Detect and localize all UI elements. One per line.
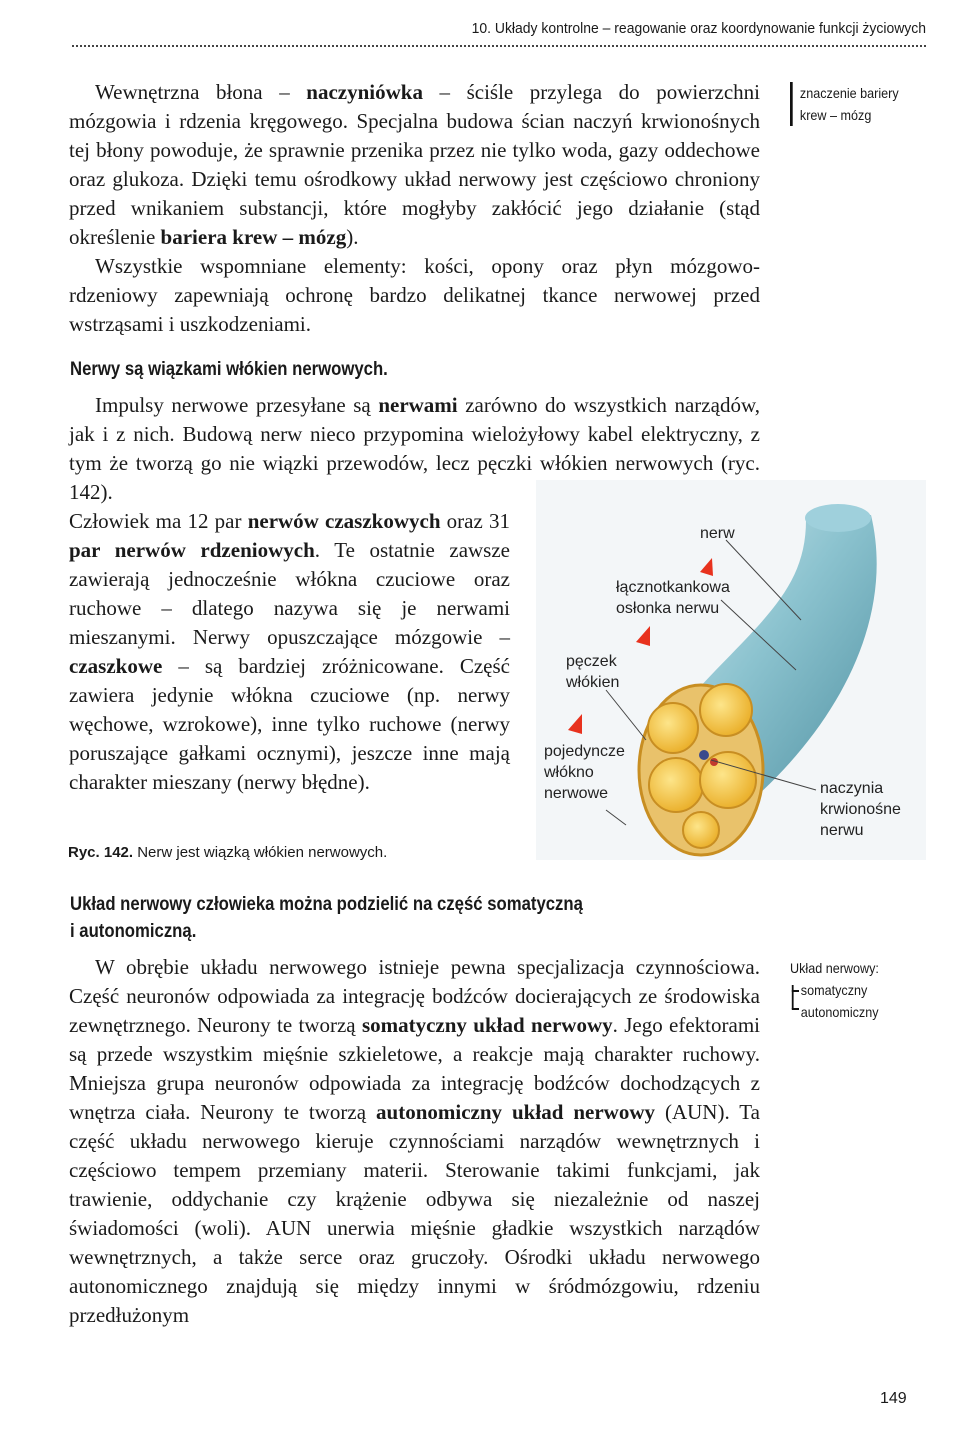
tree-branch <box>792 985 794 1009</box>
label-line: włókno <box>544 764 594 781</box>
term-nerwy-rdzeniowe: par nerwów rdzeniowych <box>69 538 315 562</box>
heading-line: Układ nerwowy człowieka można podzielić na część somatyczną <box>70 894 583 915</box>
term-naczyniowka: naczyniówka <box>306 80 423 104</box>
text-span: – ściśle przylega do powierzchni mózgowia i rdzenia kręgowego. Specjalna budowa ścian naczyń krwionośnych tej błony powoduje, że sprawnie przenika przez nie tylko woda, gazy oddechowe oraz glukoza. Dzięki temu ośrodkowy układ nerwowy jest częściowo chroniony przed wnikaniem substancji, które mogłyby zakłócić jego działanie (stąd określenie <box>69 80 760 249</box>
caption-number: Ryc. 142. <box>68 844 134 861</box>
label-pojedyncze <box>544 741 625 804</box>
paragraph-somatyczny <box>69 953 760 1330</box>
margin-note-item: somatyczny <box>800 982 868 998</box>
paragraph-nerwy-czaszkowe <box>69 507 510 797</box>
nerve-tube-end <box>805 504 871 532</box>
term-nerwami: nerwami <box>378 393 458 417</box>
text-span: – są bardziej zróżnicowane. Część zawiera jedynie włókna czuciowe (np. nerwy węchowe, wzrokowe), inne tylko ruchowe (nerwy poruszające gałkami ocznymi), jeszcze inne mają charakter mieszany (nerwy błędne). <box>69 654 510 794</box>
term-nerwy-czaszkowe: nerwów czaszkowych <box>247 509 441 533</box>
label-line: osłonka nerwu <box>616 600 720 617</box>
caption-text: Nerw jest wiązką włókien nerwowych. <box>133 844 388 861</box>
heading-line: i autonomiczną. <box>70 921 197 942</box>
tree-branch <box>792 1008 799 1010</box>
margin-note-tree <box>790 979 879 1023</box>
label-nerw: nerw <box>700 525 735 542</box>
figure-caption <box>68 844 387 861</box>
text-span: Impulsy nerwowe przesyłane są <box>95 393 379 417</box>
text-span: . Te ostatnie zawsze zawierają jednocześnie włókna czuciowe oraz ruchowe – dlatego nazywa się je nerwami mieszanymi. Nerwy opuszczające mózgowie – <box>69 538 511 649</box>
label-lacznotkankowa <box>616 577 730 619</box>
label-naczynia <box>820 778 901 841</box>
label-line: nerwowe <box>544 785 609 802</box>
label-line: pęczek <box>566 653 617 670</box>
margin-note-bariera <box>790 82 899 126</box>
fiber-bundle <box>683 812 719 848</box>
label-peczek <box>566 651 619 693</box>
paragraph-ochrona: Wszystkie wspomniane elementy: kości, opony oraz płyn mózgowo-rdzeniowy zapewniają ochronę bardzo delikatnej tkance nerwowej przed wstrząsami i uszkodzeniami. <box>69 254 760 336</box>
margin-note-line: krew – mózg <box>799 107 872 123</box>
section-heading-nerwy: Nerwy są wiązkami włókien nerwowych. <box>70 359 388 380</box>
paragraph-naczyniowka <box>69 78 760 252</box>
label-line: krwionośne <box>820 801 901 818</box>
tree-branch <box>792 990 799 992</box>
text-span: Wewnętrzna błona – <box>95 80 307 104</box>
text-span: ). <box>346 225 359 249</box>
margin-note-item: autonomiczny <box>800 1004 879 1020</box>
fiber-bundle <box>700 752 756 808</box>
running-header: 10. Układy kontrolne – reagowanie oraz koordynowanie funkcji życiowych <box>471 20 926 37</box>
text-span: (AUN). Ta część układu nerwowego kieruje czynnościami narządów wewnętrznych i częściowo tempem przemiany materii. Sterowanie takimi funkcjami, jak trawienie, oddychanie czy krążenie odbywa się niezależnie od naszej świadomości (woli). AUN unerwia mięśnie gładkie wszystkich narządów wewnętrznych, a także serce oraz gruczoły. Ośrodki układu nerwowego autonomicznego znajdują się między innymi w śródmózgowiu, rdzeniu przedłużonym <box>69 1100 760 1327</box>
margin-note-title: Układ nerwowy: <box>790 960 879 976</box>
term-czaszkowe: czaszkowe <box>69 654 163 678</box>
page-number: 149 <box>880 1390 907 1407</box>
section-heading-uklad <box>70 891 583 945</box>
term-bariera: bariera krew – mózg <box>160 225 347 249</box>
text-span: oraz 31 <box>440 509 510 533</box>
margin-note-title: znaczenie bariery <box>799 85 899 101</box>
text-span: . Jego efektorami są przede wszystkim mięśnie szkieletowe, a reakcje mają charakter ruchowy. Mniejsza grupa neuronów odpowiada za integrację bodźców dochodzących z wnętrza ciała. Neurony te tworzą <box>69 1013 760 1124</box>
label-line: naczynia <box>820 780 884 797</box>
label-line: łącznotkankowa <box>616 579 730 596</box>
margin-note-uklad <box>790 957 879 1023</box>
fiber-bundle <box>648 703 698 753</box>
blood-vessel <box>699 750 709 760</box>
header-rule <box>72 45 926 47</box>
text-span: zarówno do wszystkich narządów, jak i z nich. Budową nerw nieco przypomina wielożyłowy kabel elektryczny, z tym że tworzą go nie wiązki przewodów, lecz pęczki włókien nerwowych (ryc. 142). <box>69 393 760 504</box>
term-somatyczny: somatyczny układ nerwowy <box>361 1013 613 1037</box>
fiber-bundle <box>700 684 752 736</box>
label-line: nerwu <box>820 822 864 839</box>
term-autonomiczny: autonomiczny układ nerwowy <box>376 1100 655 1124</box>
text-span: Człowiek ma 12 par <box>69 509 248 533</box>
fiber-bundle <box>649 758 703 812</box>
label-line: pojedyncze <box>544 743 625 760</box>
text-span: W obrębie układu nerwowego istnieje pewna specjalizacja czynnościowa. Część neuronów odpowiada za integrację bodźców docierających ze środowiska zewnętrznego. Neurony te tworzą <box>69 955 760 1037</box>
label-line: włókien <box>566 674 620 691</box>
